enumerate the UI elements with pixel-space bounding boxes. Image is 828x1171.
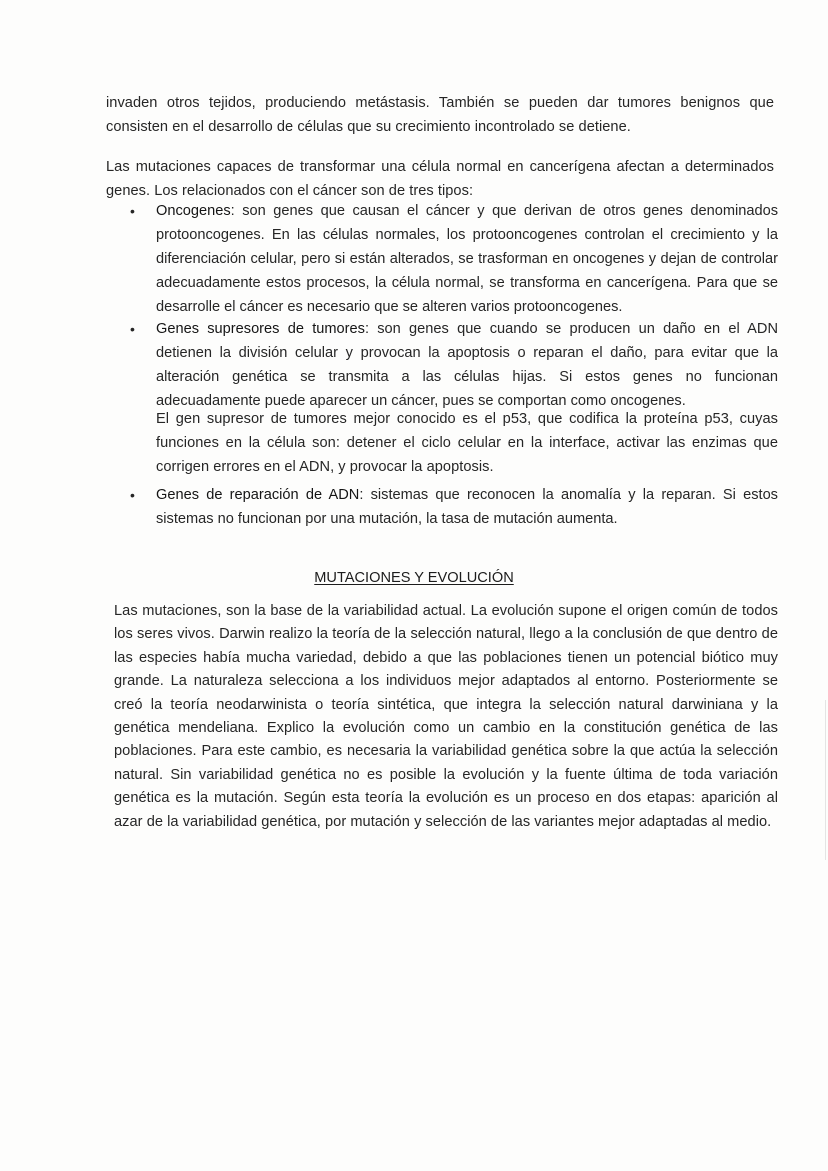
list-item-term: Genes de reparación de ADN bbox=[156, 487, 360, 503]
p53-paragraph bbox=[156, 407, 778, 479]
scan-edge-mark bbox=[825, 700, 826, 860]
evolution-paragraph-text: Las mutaciones, son la base de la variabilidad actual. La evolución supone el origen común de todos los seres vivos. Darwin realizo la teoría de la selección natural, llego a la conclusión de que dentro de las especies había mucha variedad, debido a que las poblaciones tienen un potencial biótico muy grande. La naturaleza selecciona a los individuos mejor adaptados al entorno. Posteriormente se creó la teoría neodarwinista o teoría sintética, que integra la selección natural darwiniana y la genética mendeliana. Explico la evolución como un cambio en la constitución genética de las poblaciones. Para este cambio, es necesaria la variabilidad genética sobre la que actúa la selección natural. Sin variabilidad genética no es posible la evolución y la fuente última de toda variación genética es la mutación. Según esta teoría la evolución es un proceso en dos etapas: aparición al azar de la variabilidad genética, por mutación y selección de las variantes mejor adaptadas al medio. bbox=[114, 603, 778, 830]
list-item-term: Genes supresores de tumores bbox=[156, 321, 365, 337]
bullet-icon: • bbox=[130, 203, 135, 219]
section-heading bbox=[0, 566, 828, 590]
list-item-body bbox=[156, 317, 778, 413]
intro-paragraph-genes bbox=[106, 155, 774, 203]
intro-paragraph-tumors bbox=[106, 91, 774, 139]
list-item-text: : son genes que causan el cáncer y que derivan de otros genes denominados protooncogenes. En las células normales, los protooncogenes controlan el crecimiento y la diferenciación celular, pero si están alterados, se trasforman en oncogenes y dejan de controlar adecuadamente estos procesos, la célula normal, se transforma en cancerígena. Para que se desarrolle el cáncer es necesario que se alteren varios protooncogenes. bbox=[156, 203, 778, 315]
list-item-text: : son genes que cuando se producen un daño en el ADN detienen la división celular y provocan la apoptosis o reparan el daño, para evitar que la alteración genética se transmita a las células hijas. Si estos genes no funcionan adecuadamente puede aparecer un cáncer, pues se comportan como oncogenes. bbox=[156, 321, 778, 409]
intro-paragraph-2-text: Las mutaciones capaces de transformar una célula normal en cancerígena afectan a determinados genes. Los relacionados con el cáncer son de tres tipos: bbox=[106, 159, 774, 199]
list-item-body bbox=[156, 483, 778, 531]
list-item-term: Oncogenes bbox=[156, 203, 231, 219]
intro-paragraph-1-text: invaden otros tejidos, produciendo metástasis. También se pueden dar tumores benignos que consisten en el desarrollo de células que su crecimiento incontrolado se detiene. bbox=[106, 95, 774, 135]
list-item-text: : sistemas que reconocen la anomalía y la reparan. Si estos sistemas no funcionan por una mutación, la tasa de mutación aumenta. bbox=[156, 487, 778, 527]
section-heading-text: MUTACIONES Y EVOLUCIÓN bbox=[314, 570, 514, 586]
bullet-icon: • bbox=[130, 487, 135, 503]
bullet-icon: • bbox=[130, 321, 135, 337]
list-item-body bbox=[156, 199, 778, 319]
evolution-paragraph bbox=[114, 600, 778, 834]
p53-paragraph-text: El gen supresor de tumores mejor conocido es el p53, que codifica la proteína p53, cuyas funciones en la célula son: detener el ciclo celular en la interface, activar las enzimas que corrigen errores en el ADN, y provocar la apoptosis. bbox=[156, 411, 778, 475]
